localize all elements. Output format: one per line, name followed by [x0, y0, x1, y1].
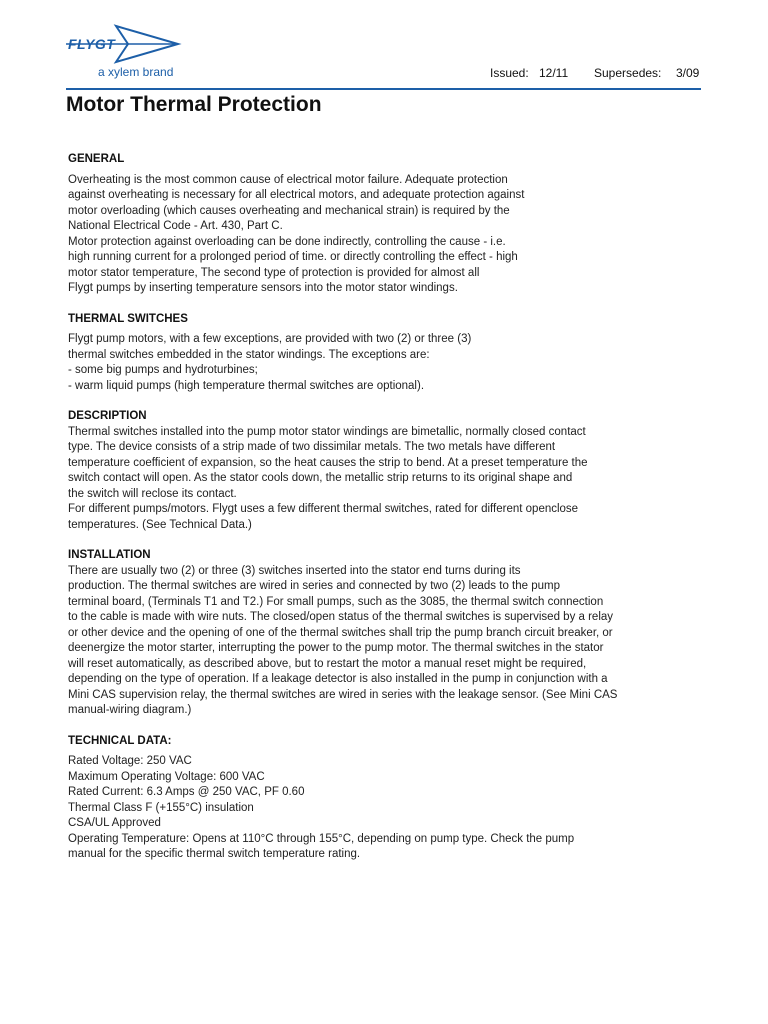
description-heading: DESCRIPTION: [68, 410, 147, 422]
supersedes-label: Supersedes:: [594, 66, 662, 80]
thermal-switches-heading: THERMAL SWITCHES: [68, 312, 188, 325]
text-line: deenergize the motor starter, interrupting the power to the pump motor. The thermal switches in the stator: [68, 642, 604, 654]
general-heading: GENERAL: [68, 153, 125, 165]
supersedes-value: 3/09: [676, 66, 700, 80]
text-line: motor stator temperature, The second type of protection is provided for almost all: [68, 266, 480, 279]
installation-heading: INSTALLATION: [68, 549, 151, 561]
logo-wordmark: FLYGT: [68, 36, 116, 52]
text-line: production. The thermal switches are wired in series and connected by two (2) leads to the pump: [68, 580, 560, 592]
text-line: Flygt pumps by inserting temperature sensors into the motor stator windings.: [68, 282, 458, 294]
issued-value: 12/11: [539, 66, 569, 80]
text-line: There are usually two (2) or three (3) switches inserted into the stator end turns during its: [68, 564, 521, 577]
text-line: Rated Current: 6.3 Amps @ 250 VAC, PF 0.60: [68, 786, 305, 798]
thermal-switches-paragraph: [68, 332, 678, 394]
text-line: manual-wiring diagram.): [68, 704, 192, 716]
text-line: temperatures. (See Technical Data.): [68, 518, 252, 531]
text-line: Mini CAS supervision relay, the thermal switches are wired in series with the leakage sensor. (See Mini CAS: [68, 688, 618, 701]
text-line: terminal board, (Terminals T1 and T2.) For small pumps, such as the 3085, the thermal switch connection: [68, 595, 604, 608]
text-line: Overheating is the most common cause of electrical motor failure. Adequate protection: [68, 173, 508, 186]
text-line: switch contact will open. As the stator cools down, the metallic strip returns to its original shape and: [68, 472, 573, 484]
text-line: Rated Voltage: 250 VAC: [68, 755, 192, 767]
text-line: will reset automatically, as described above, but to restart the motor a manual reset might be required,: [68, 657, 587, 670]
text-line: Thermal Class F (+155°C) insulation: [68, 801, 254, 814]
text-line: against overheating is necessary for all electrical motors, and adequate protection against: [68, 189, 525, 201]
text-line: temperature coefficient of expansion, so the heat causes the strip to bend. At a preset temperature the: [68, 456, 588, 469]
text-line: the switch will reclose its contact.: [68, 487, 237, 500]
text-line: CSA/UL Approved: [68, 817, 161, 829]
text-line: - some big pumps and hydroturbines;: [68, 364, 258, 376]
page-title: Motor Thermal Protection: [66, 93, 322, 116]
technical-data-paragraph: [68, 754, 678, 863]
text-line: National Electrical Code - Art. 430, Part C.: [68, 220, 283, 232]
text-line: high running current for a prolonged period of time. or directly controlling the effect - high: [68, 251, 518, 263]
text-line: manual for the specific thermal switch temperature rating.: [68, 848, 361, 860]
text-line: motor overloading (which causes overheating and mechanical strain) is required by the: [68, 204, 510, 217]
flygt-logo: [66, 24, 184, 82]
description-paragraph: [68, 425, 678, 534]
issued-label: Issued:: [490, 66, 529, 80]
text-line: For different pumps/motors. Flygt uses a few different thermal switches, rated for different openclose: [68, 503, 579, 515]
technical-data-heading: TECHNICAL DATA:: [68, 734, 172, 747]
header-divider: [66, 88, 701, 90]
text-line: Operating Temperature: Opens at 110°C through 155°C, depending on pump type. Check the pump: [68, 832, 575, 845]
text-line: Thermal switches installed into the pump motor stator windings are bimetallic, normally closed contact: [68, 425, 586, 438]
text-line: depending on the type of operation. If a leakage detector is also installed in the pump in conjunction with a: [68, 673, 608, 685]
logo-tagline: a xylem brand: [98, 65, 174, 79]
text-line: to the cable is made with wire nuts. The closed/open status of the thermal switches is supervised by a relay: [68, 611, 614, 623]
document-body: [68, 152, 678, 863]
text-line: thermal switches embedded in the stator windings. The exceptions are:: [68, 348, 430, 361]
text-line: Maximum Operating Voltage: 600 VAC: [68, 770, 265, 783]
text-line: type. The device consists of a strip made of two dissimilar metals. The two metals have different: [68, 441, 556, 453]
text-line: - warm liquid pumps (high temperature thermal switches are optional).: [68, 379, 425, 392]
text-line: Flygt pump motors, with a few exceptions, are provided with two (2) or three (3): [68, 333, 472, 345]
installation-paragraph: [68, 564, 678, 719]
text-line: or other device and the opening of one of the thermal switches shall trip the pump branch circuit breaker, or: [68, 626, 613, 639]
text-line: Motor protection against overloading can be done indirectly, controlling the cause - i.e.: [68, 235, 506, 248]
general-paragraph: [68, 173, 678, 297]
